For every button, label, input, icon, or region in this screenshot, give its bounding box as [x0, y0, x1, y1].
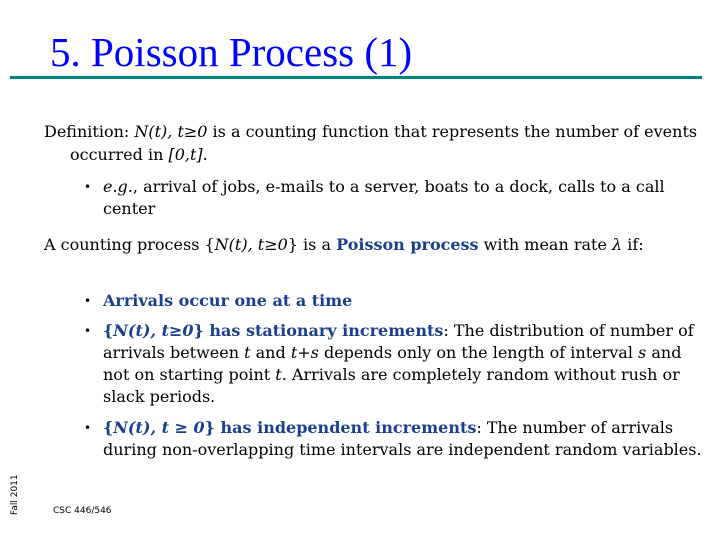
- condition-3-open: {: [103, 418, 114, 437]
- condition-2-ts: t+s: [290, 343, 319, 362]
- poisson-geq-symbol: ≥: [264, 235, 278, 254]
- example-bullet: [84, 176, 703, 220]
- definition-zero: 0: [197, 122, 208, 141]
- bullet-dot-icon: •: [84, 324, 92, 338]
- condition-1-text: Arrivals occur one at a time: [103, 291, 353, 310]
- poisson-lambda: λ: [612, 235, 623, 254]
- condition-2-geq-symbol: ≥: [168, 321, 183, 340]
- definition-paragraph: [44, 120, 710, 166]
- condition-bullet-1: [84, 290, 703, 312]
- bullet-dot-icon: •: [84, 421, 92, 435]
- poisson-definition-paragraph: [44, 233, 710, 256]
- condition-2-s: s: [638, 343, 647, 362]
- definition-geq-symbol: ≥: [183, 122, 198, 141]
- condition-2-zero: 0: [182, 321, 194, 340]
- condition-2-and: and: [250, 343, 291, 362]
- condition-2-t-start: t: [275, 365, 282, 384]
- example-text: , arrival of jobs, e-mails to a server, boats to a dock, calls to a call center: [103, 177, 665, 218]
- condition-2-t: t: [244, 343, 251, 362]
- condition-2-open: {: [103, 321, 114, 340]
- condition-3-text: : The number of arrivals during non-overlapping time intervals are independent random variables.: [103, 418, 702, 459]
- poisson-end: if:: [622, 235, 644, 254]
- definition-interval: [0,t]: [168, 145, 203, 164]
- definition-lead: Definition:: [44, 122, 135, 141]
- condition-2-text-b: depends only on the length of interval: [318, 343, 639, 362]
- definition-nt: N(t), t: [134, 122, 184, 141]
- condition-2-text-d: . Arrivals are completely random without rush or slack periods.: [103, 365, 680, 406]
- condition-2-heading: } has stationary increments: [193, 321, 444, 340]
- condition-2-text-c: and not on starting point: [103, 343, 682, 384]
- footer-course-code: CSC 446/546: [53, 506, 112, 516]
- poisson-mid: } is a: [287, 235, 337, 254]
- poisson-zero: 0: [277, 235, 288, 254]
- poisson-tail: with mean rate: [478, 235, 613, 254]
- condition-2-text-a: : The distribution of number of arrivals between: [103, 321, 694, 362]
- slide-title: 5. Poisson Process (1): [50, 29, 413, 75]
- poisson-lead: A counting process {: [44, 235, 215, 254]
- condition-2-nt: N(t), t: [113, 321, 169, 340]
- condition-3-nt: N(t), t: [113, 418, 175, 437]
- definition-mid: is a counting function that represents the number of events occurred in: [70, 122, 698, 164]
- bullet-dot-icon: •: [84, 180, 92, 194]
- definition-end: .: [202, 145, 208, 164]
- condition-bullet-2: [84, 320, 703, 408]
- side-date-label: Fall 2011: [10, 474, 20, 515]
- condition-3-heading: } has independent increments: [204, 418, 477, 437]
- example-eg: e.g.: [103, 177, 133, 196]
- poisson-term: Poisson process: [336, 235, 479, 254]
- poisson-nt: N(t), t: [214, 235, 265, 254]
- condition-3-geq-symbol: ≥: [174, 418, 188, 437]
- title-underline: [10, 76, 702, 79]
- condition-bullet-3: [84, 417, 703, 461]
- condition-3-zero: 0: [187, 418, 205, 437]
- bullet-dot-icon: •: [84, 294, 92, 308]
